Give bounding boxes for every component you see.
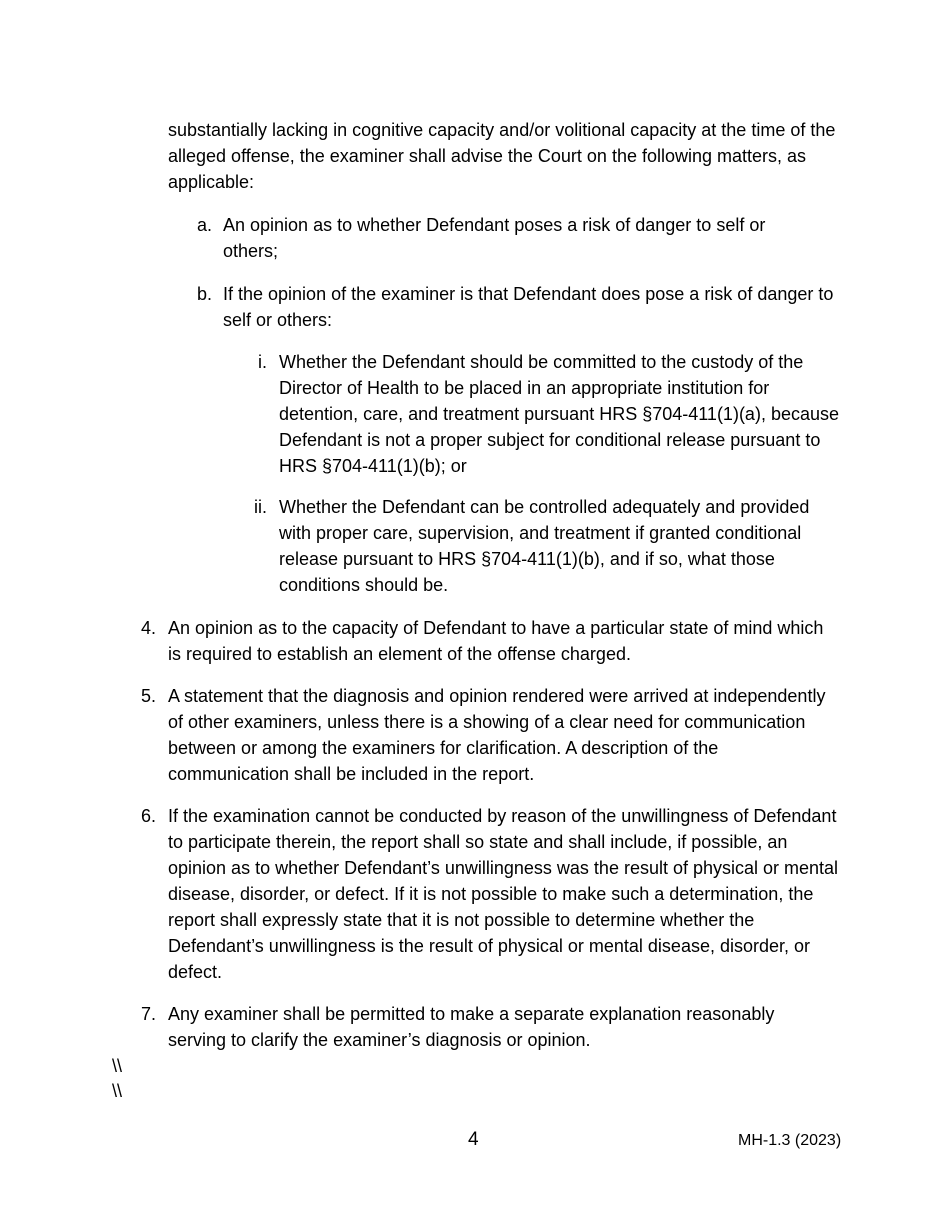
- form-code: MH-1.3 (2023): [738, 1132, 842, 1149]
- list-marker: 7.: [140, 1004, 156, 1024]
- list-marker: b.: [196, 284, 212, 304]
- list-item-text: If the opinion of the examiner is that Defendant does pose a risk of danger to self or others:: [223, 284, 834, 330]
- list-item-text: Whether the Defendant can be controlled adequately and provided with proper care, supervision, and treatment if granted conditional release pursuant to HRS §704-411(1)(b), and if so, what those conditions should be.: [279, 497, 810, 595]
- list-item-text: An opinion as to whether Defendant poses a risk of danger to self or others;: [223, 215, 766, 261]
- list-item-text: Any examiner shall be permitted to make a separate explanation reasonably serving to clarify the examiner’s diagnosis or opinion.: [168, 1004, 775, 1050]
- separator-mark: \\: [112, 1081, 123, 1101]
- list-marker: 4.: [140, 618, 156, 638]
- list-marker: a.: [196, 215, 212, 235]
- list-item-text: A statement that the diagnosis and opinion rendered were arrived at independently of other examiners, unless there is a showing of a clear need for communication between or among the examiners for clarification. A description of the communication shall be included in the report.: [168, 686, 826, 784]
- list-item-text: An opinion as to the capacity of Defendant to have a particular state of mind which is required to establish an element of the offense charged.: [168, 618, 824, 664]
- list-item-text: Whether the Defendant should be committed to the custody of the Director of Health to be placed in an appropriate institution for detention, care, and treatment pursuant HRS §704-411(1)(a), because Defendant is not a proper subject for conditional release pursuant to HRS §704-411(1)(b); or: [279, 352, 839, 476]
- list-marker: i.: [258, 352, 267, 372]
- list-marker: 6.: [140, 806, 156, 826]
- intro-paragraph: substantially lacking in cognitive capacity and/or volitional capacity at the time of the alleged offense, the examiner shall advise the Court on the following matters, as applicable:: [168, 120, 836, 192]
- list-marker: 5.: [140, 686, 156, 706]
- list-marker: ii.: [254, 497, 267, 517]
- separator-mark: \\: [112, 1056, 123, 1076]
- page-number: 4: [468, 1129, 479, 1150]
- list-item-text: If the examination cannot be conducted by reason of the unwillingness of Defendant to participate therein, the report shall so state and shall include, if possible, an opinion as to whether Defendant’s unwillingness was the result of physical or mental disease, disorder, or defect. If it is not possible to make such a determination, the report shall expressly state that it is not possible to determine whether the Defendant’s unwillingness is the result of physical or mental disease, disorder, or defect.: [168, 806, 839, 982]
